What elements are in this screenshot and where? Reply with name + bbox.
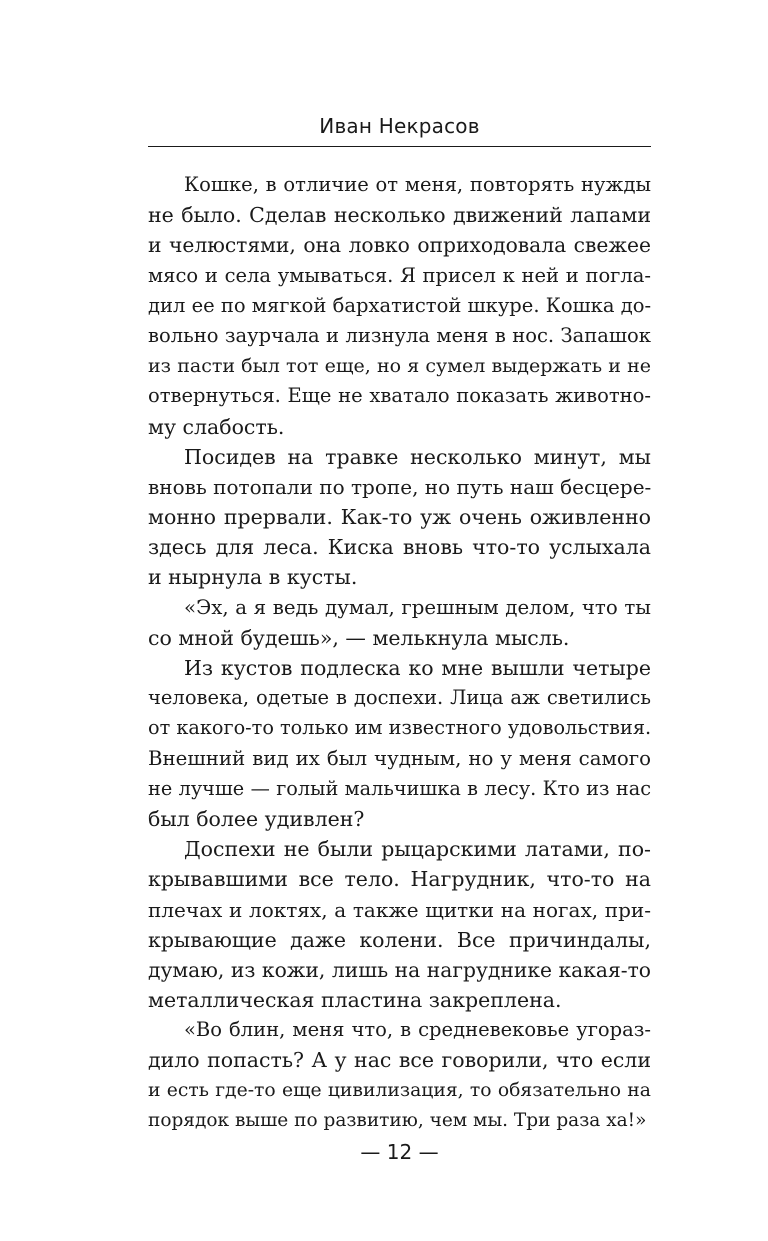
text-line: плечах и локтях, а также щитки на ногах, при-: [148, 897, 651, 922]
text-line: и есть где-то еще цивилизация, то обязательно на: [148, 1079, 651, 1101]
paragraph: [148, 170, 651, 442]
text-line: мясо и села умываться. Я присел к ней и погла-: [148, 263, 651, 287]
paragraph: [148, 593, 651, 653]
text-line: со мной будешь», — мелькнула мысль.: [148, 625, 570, 650]
text-line: Внешний вид их был чудным, но у меня самого: [148, 746, 651, 770]
text-line: Из кустов подлеска ко мне вышли четыре: [184, 656, 651, 680]
text-line: «Эх, а я ведь думал, грешным делом, что ты: [184, 595, 651, 619]
text-line: из пасти был тот еще, но я сумел выдержать и не: [148, 355, 651, 378]
text-line: и нырнула в кусты.: [148, 565, 358, 590]
text-line: Доспехи не были рыцарскими латами, по-: [184, 837, 651, 862]
text-line: вольно заурчала и лизнула меня в нос. Запашок: [148, 323, 651, 347]
paragraph: [148, 653, 651, 834]
running-header-author: Иван Некрасов: [319, 114, 480, 138]
text-line: человека, одетые в доспехи. Лица аж светились: [148, 686, 651, 710]
text-line: вновь потопали по тропе, но путь наш бесцере-: [148, 474, 652, 499]
paragraph: [148, 834, 651, 1015]
text-line: крывавшими все тело. Нагрудник, что-то на: [148, 867, 651, 892]
paragraph: [148, 442, 651, 593]
text-line: не было. Сделав несколько движений лапами: [148, 203, 651, 228]
header-divider: [148, 146, 651, 147]
text-line: отвернуться. Еще не хватало показать животно-: [148, 384, 651, 408]
text-line: здесь для леса. Киска вновь что-то услыхала: [148, 535, 651, 560]
text-line: металлическая пластина закреплена.: [148, 988, 562, 1013]
page-number: — 12 —: [360, 1140, 439, 1164]
text-line: крывающие даже колени. Все причиндалы,: [148, 927, 651, 952]
text-line: «Во блин, меня что, в средневековье угораз-: [184, 1018, 651, 1042]
text-line: монно прервали. Как-то уж очень оживленно: [148, 505, 651, 530]
paragraph: [148, 1015, 651, 1136]
text-line: дило попасть? А у нас все говорили, что если: [148, 1048, 651, 1073]
text-line: порядок выше по развитию, чем мы. Три раза ха!»: [148, 1109, 647, 1131]
text-line: думаю, из кожи, лишь на нагруднике какая-то: [148, 957, 651, 982]
text-line: му слабость.: [148, 414, 285, 439]
text-line: дил ее по мягкой бархатистой шкуре. Кошка до-: [148, 293, 652, 317]
text-line: Кошке, в отличие от меня, повторять нужды: [184, 173, 651, 196]
text-line: не лучше — голый мальчишка в лесу. Кто из нас: [148, 776, 651, 800]
body-text: [148, 170, 651, 1136]
text-line: от какого-то только им известного удовольствия.: [148, 716, 652, 740]
text-line: был более удивлен?: [148, 806, 365, 831]
text-line: Посидев на травке несколько минут, мы: [184, 444, 651, 469]
text-line: и челюстями, она ловко оприходовала свежее: [148, 233, 651, 258]
